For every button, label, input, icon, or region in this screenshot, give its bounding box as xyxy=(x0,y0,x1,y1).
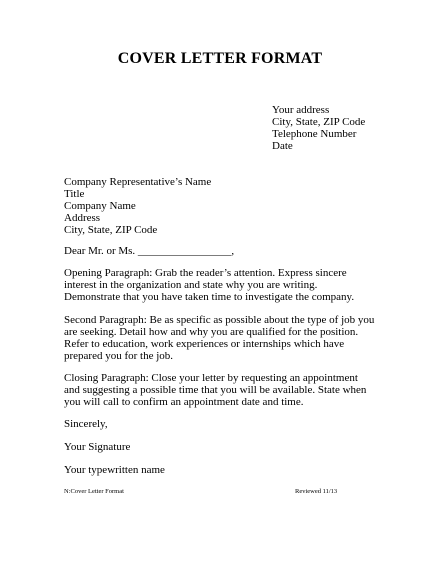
typed-name: Your typewritten name xyxy=(64,464,165,476)
complimentary-close: Sincerely, xyxy=(64,418,108,430)
sender-telephone: Telephone Number xyxy=(272,128,357,140)
second-paragraph: Second Paragraph: Be as specific as possible about the type of job you are seeking. Detail how and why you are qualified for the position. Refer to education, work experiences or internships which have prepared you for the job. xyxy=(64,314,375,362)
recipient-company: Company Name xyxy=(64,200,136,212)
sender-city-state-zip: City, State, ZIP Code xyxy=(272,116,366,128)
recipient-block xyxy=(64,176,211,236)
footer-file-path: N:Cover Letter Format xyxy=(64,488,124,495)
document-title: COVER LETTER FORMAT xyxy=(117,50,323,67)
sender-block xyxy=(272,104,365,152)
closing-paragraph: Closing Paragraph: Close your letter by requesting an appointment and suggesting a possible time that you will be available. State when you will call to confirm an appointment date and time. xyxy=(64,372,367,408)
signature-line: Your Signature xyxy=(64,441,131,453)
recipient-city-state-zip: City, State, ZIP Code xyxy=(64,224,158,236)
salutation: Dear Mr. or Ms. _________________, xyxy=(64,245,235,257)
sender-address: Your address xyxy=(272,104,330,116)
recipient-title: Title xyxy=(64,188,85,200)
recipient-address: Address xyxy=(64,212,101,224)
opening-paragraph: Opening Paragraph: Grab the reader’s attention. Express sincere interest in the organization and state why you are writing. Demonstrate that you have taken time to investigate the company. xyxy=(64,267,355,303)
sender-date: Date xyxy=(272,140,293,152)
recipient-name: Company Representative’s Name xyxy=(64,176,212,188)
footer-reviewed: Reviewed 11/13 xyxy=(295,488,338,495)
